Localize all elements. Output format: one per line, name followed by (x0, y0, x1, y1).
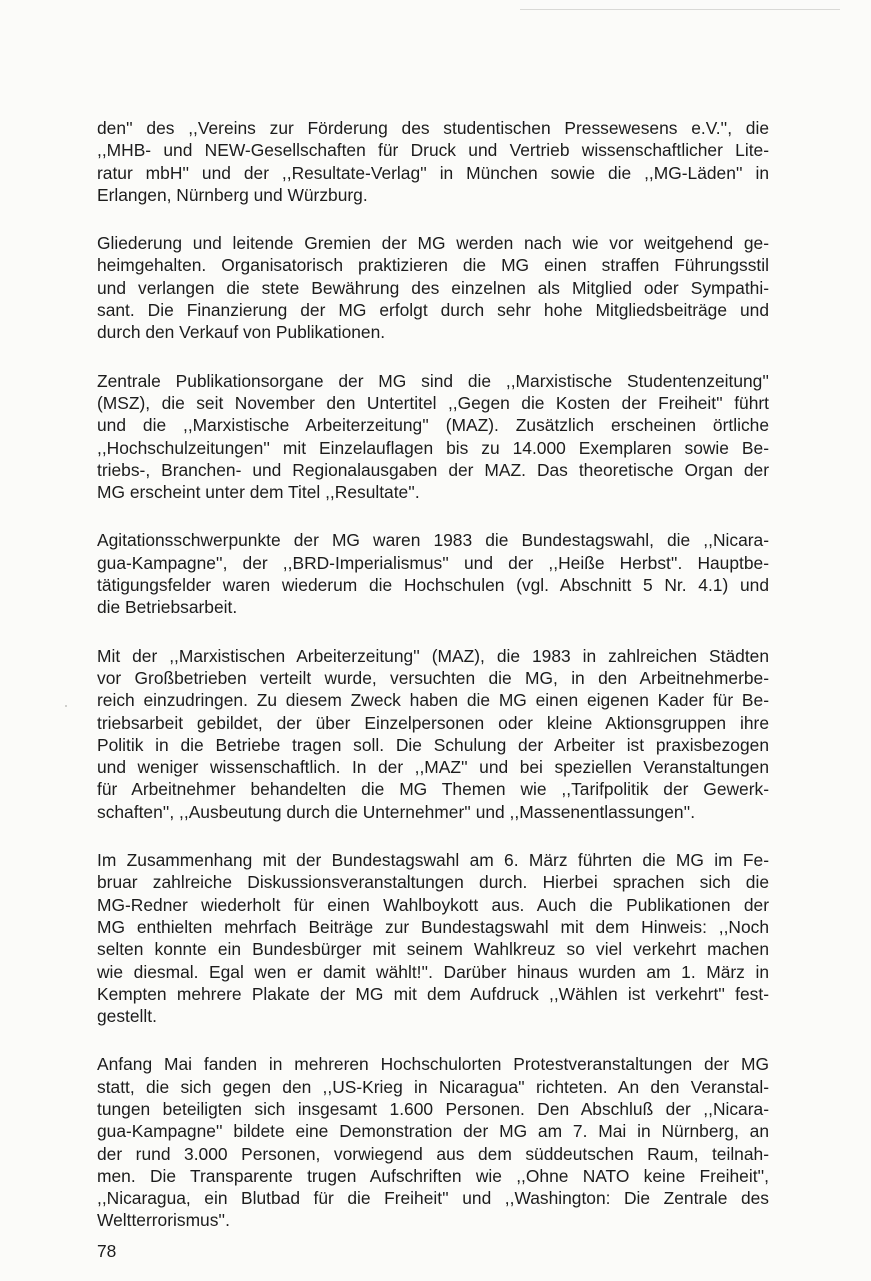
paragraph-structure (97, 232, 769, 343)
paragraph-publications (97, 370, 769, 504)
text-line: selten konnte ein Bundesbürger mit seinem Wahlkreuz so viel verkehrt machen (97, 939, 769, 960)
text-line: Im Zusammenhang mit der Bundestagswahl am 6. März führten die MG im Fe- (97, 850, 769, 871)
text-line: und die ,,Marxistische Arbeiterzeitung'' (MAZ). Zusätzlich erscheinen örtliche (97, 415, 769, 436)
text-line: schaften'', ,,Ausbeutung durch die Unternehmer'' und ,,Massenentlassungen''. (97, 801, 696, 822)
text-line: men. Die Transparente trugen Aufschriften wie ,,Ohne NATO keine Freiheit'', (97, 1165, 769, 1186)
text-line: ratur mbH'' und der ,,Resultate-Verlag'' in München sowie die ,,MG-Läden'' in (97, 162, 769, 183)
text-line: die Betriebsarbeit. (97, 597, 238, 618)
text-line: (MSZ), die seit November den Untertitel ,,Gegen die Kosten der Freiheit'' führt (97, 392, 769, 413)
text-line: MG enthielten mehrfach Beiträge zur Bundestagswahl mit dem Hinweis: ,,Noch (97, 916, 769, 937)
text-line: gestellt. (97, 1006, 157, 1027)
text-line: Kempten mehrere Plakate der MG mit dem Aufdruck ,,Wählen ist verkehrt'' fest- (97, 983, 769, 1004)
text-line: der rund 3.000 Personen, vorwiegend aus dem süddeutschen Raum, teilnah- (97, 1143, 769, 1164)
text-line: vor Großbetrieben verteilt wurde, versuchten die MG, in den Arbeitnehmerbe- (97, 667, 769, 688)
text-line: sant. Die Finanzierung der MG erfolgt durch sehr hohe Mitgliedsbeiträge und (97, 300, 769, 321)
text-line: und verlangen die stete Bewährung des einzelnen als Mitglied oder Sympathi- (97, 277, 769, 298)
text-line: durch den Verkauf von Publikationen. (97, 322, 386, 343)
text-line: Erlangen, Nürnberg und Würzburg. (97, 184, 368, 205)
text-line: ,,MHB- und NEW-Gesellschaften für Druck und Vertrieb wissenschaftlicher Lite- (97, 140, 769, 161)
text-line: ,,Nicaragua, ein Blutbad für die Freiheit'' und ,,Washington: Die Zentrale des (97, 1188, 769, 1209)
text-line: für Arbeitnehmer behandelten die MG Themen wie ,,Tarifpolitik der Gewerk- (97, 779, 769, 800)
text-line: und weniger wissenschaftlich. In der ,,MAZ'' und bei speziellen Veranstaltungen (97, 757, 769, 778)
text-line: Gliederung und leitende Gremien der MG werden nach wie vor weitgehend ge- (97, 233, 769, 254)
text-line: ,,Hochschulzeitungen'' mit Einzelauflagen bis zu 14.000 Exemplaren sowie Be- (97, 437, 769, 458)
text-line: gua-Kampagne'' bildete eine Demonstration der MG am 7. Mai in Nürnberg, an (97, 1121, 769, 1142)
text-line: wie diesmal. Egal wen er damit wählt!''. Darüber hinaus wurden am 1. März in (97, 961, 769, 982)
text-line: tungen beteiligten sich insgesamt 1.600 Personen. Den Abschluß der ,,Nicara- (97, 1098, 769, 1119)
paragraph-agitation (97, 529, 769, 618)
text-line: Anfang Mai fanden in mehreren Hochschulorten Protestveranstaltungen der MG (97, 1054, 769, 1075)
text-line: reich einzudringen. Zu diesem Zweck haben die MG einen eigenen Kader für Be- (97, 690, 769, 711)
text-line: tätigungsfelder waren wiederum die Hochschulen (vgl. Abschnitt 5 Nr. 4.1) und (97, 575, 769, 596)
scan-edge-line (520, 9, 840, 10)
text-line: statt, die sich gegen den ,,US-Krieg in Nicaragua'' richteten. An den Veranstal- (97, 1076, 769, 1097)
text-line: Politik in die Betriebe tragen soll. Die Schulung der Arbeiter ist praxisbezogen (97, 734, 769, 755)
paragraph-publishers (97, 117, 769, 206)
text-line: Zentrale Publikationsorgane der MG sind die ,,Marxistische Studentenzeitung'' (97, 370, 769, 391)
text-line: Weltterrorismus''. (97, 1210, 230, 1231)
text-line: triebs-, Branchen- und Regionalausgaben der MAZ. Das theoretische Organ der (97, 459, 769, 480)
paragraph-protests (97, 1053, 769, 1231)
scan-speck (65, 705, 67, 707)
document-body (97, 117, 769, 1258)
text-line: triebsarbeit gebildet, der über Einzelpersonen oder kleine Aktionsgruppen ihre (97, 712, 769, 733)
text-line: Agitationsschwerpunkte der MG waren 1983 die Bundestagswahl, die ,,Nicara- (97, 530, 769, 551)
text-line: heimgehalten. Organisatorisch praktizieren die MG einen straffen Führungsstil (97, 255, 769, 276)
page-number: 78 (97, 1241, 117, 1261)
text-line: MG erscheint unter dem Titel ,,Resultate''. (97, 482, 420, 503)
text-line: bruar zahlreiche Diskussionsveranstaltungen durch. Hierbei sprachen sich die (97, 872, 769, 893)
text-line: Mit der ,,Marxistischen Arbeiterzeitung'' (MAZ), die 1983 in zahlreichen Städten (97, 645, 769, 666)
text-line: gua-Kampagne'', der ,,BRD-Imperialismus'' und der ,,Heiße Herbst''. Hauptbe- (97, 552, 769, 573)
paragraph-election (97, 849, 769, 1027)
paragraph-workers-newspaper (97, 645, 769, 823)
text-line: den'' des ,,Vereins zur Förderung des studentischen Pressewesens e.V.'', die (97, 118, 769, 138)
text-line: MG-Redner wiederholt für einen Wahlboykott aus. Auch die Publikationen der (97, 894, 769, 915)
